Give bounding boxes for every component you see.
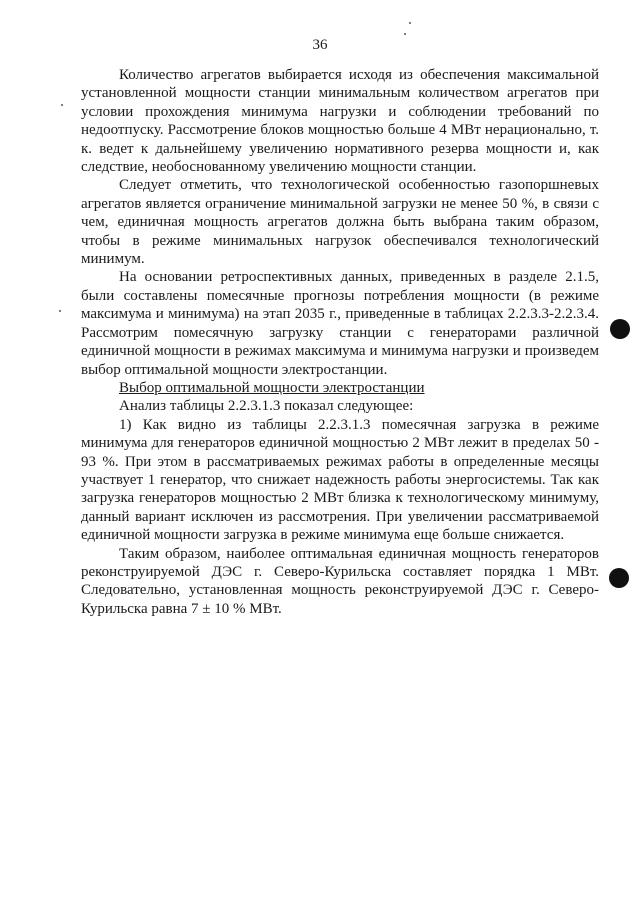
paragraph-table-analysis-intro: Анализ таблицы 2.2.3.1.3 показал следующее: <box>119 398 414 415</box>
page-number: 36 <box>312 37 328 53</box>
section-heading: Выбор оптимальной мощности электростанции <box>119 379 425 396</box>
scan-speck <box>409 22 411 24</box>
punch-hole-mark <box>609 568 629 588</box>
scan-speck <box>59 310 61 312</box>
paragraph-retrospective-data: На основании ретроспективных данных, приведенных в разделе 2.1.5, были составлены помесячные прогнозы потребления мощности (в режиме максимума и минимума) на этап 2035 г., приведенные в таблицах 2.2.3.3-2.2.3.4. Рассмотрим помесячную загрузку станции с генераторами различной единичной мощности в режимах максимума и минимума нагрузки и произведем выбор оптимальной мощности электростанции. <box>81 269 599 378</box>
paragraph-unit-count: Количество агрегатов выбирается исходя из обеспечения максимальной установленной мощности станции минимальным количеством агрегатов при условии прохождения минимума нагрузки и соблюдении требований по недоотпуску. Рассмотрение блоков мощностью больше 4 МВт нерационально, т. к. ведет к дальнейшему увеличению нормативного резерва мощности и, как следствие, необоснованному увеличению мощности станции. <box>81 67 599 176</box>
paragraph-technological-minimum: Следует отметить, что технологической особенностью газопоршневых агрегатов является ограничение минимальной загрузки не менее 50 %, в связи с чем, единичная мощность агрегатов должна быть выбрана таким образом, чтобы в режиме минимальных нагрузок обеспечивался технологический минимум. <box>81 177 599 268</box>
scan-speck <box>61 104 63 106</box>
paragraph-analysis-item-1: 1) Как видно из таблицы 2.2.3.1.3 помесячная загрузка в режиме минимума для генераторов единичной мощностью 2 МВт лежит в пределах 50 - 93 %. При этом в рассматриваемых режимах работы в определенные месяцы участвует 1 генератор, что снижает надежность работы энергосистемы. Так как загрузка генераторов мощностью 2 МВт близка к технологическому минимуму, данный вариант исключен из рассмотрения. При увеличении рассматриваемой единичной мощности загрузка в режиме минимума еще больше снижается. <box>81 416 599 544</box>
scan-speck <box>404 33 406 35</box>
document-body <box>81 66 599 618</box>
paragraph-conclusion: Таким образом, наиболее оптимальная единичная мощность генераторов реконструируемой ДЭС г. Северо-Курильска составляет порядка 1 МВт. Следовательно, установленная мощность реконструируемой ДЭС г. Северо-Курильска равна 7 ± 10 % МВт. <box>81 545 599 617</box>
punch-hole-mark <box>610 319 630 339</box>
